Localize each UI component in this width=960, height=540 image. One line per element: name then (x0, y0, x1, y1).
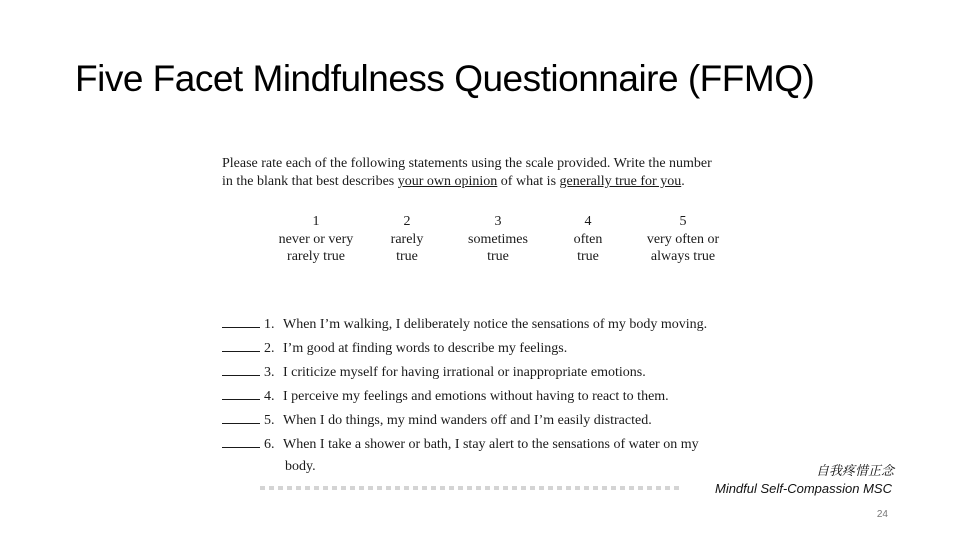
scale-label: often (573, 231, 603, 247)
underlined-phrase: generally true for you (559, 174, 682, 189)
answer-blank (222, 410, 260, 424)
scale-option-4 (533, 213, 643, 266)
page-number: 24 (876, 509, 888, 520)
scale-label: rarely true (287, 249, 345, 264)
answer-blank (222, 362, 260, 376)
scale-label: true (577, 249, 599, 264)
footer-english: Mindful Self-Compassion MSC (714, 481, 892, 496)
scale-label: true (487, 249, 509, 264)
answer-blank (222, 434, 260, 448)
item-text: I’m good at finding words to describe my feelings. (283, 341, 568, 356)
questionnaire-image (220, 150, 780, 490)
underlined-phrase: your own opinion (397, 174, 498, 189)
list-item (222, 314, 707, 338)
instructions-line-1: Please rate each of the following statements using the scale provided. Write the number (222, 156, 712, 171)
answer-blank (222, 338, 260, 352)
item-number: 3. (264, 365, 275, 380)
scale-number: 4 (584, 214, 592, 229)
scale-label: sometimes (468, 231, 528, 247)
item-text: I criticize myself for having irrational or inappropriate emotions. (283, 365, 646, 380)
scale-option-5 (628, 213, 738, 266)
scale-number: 5 (679, 214, 687, 229)
item-text: I perceive my feelings and emotions without having to react to them. (283, 389, 669, 404)
scale-label: always true (650, 249, 716, 264)
scale-number: 2 (403, 214, 411, 229)
scale-label: very often or (646, 231, 720, 247)
cropped-text-fragment (260, 486, 680, 490)
instructions (222, 155, 712, 191)
footer-chinese: 自我疼惜正念 (815, 464, 894, 479)
list-item (222, 338, 707, 362)
item-text: When I do things, my mind wanders off and I’m easily distracted. (283, 413, 652, 428)
slide-title: Five Facet Mindfulness Questionnaire (FFMQ) (75, 58, 815, 99)
rating-scale (220, 213, 780, 273)
item-list (222, 314, 707, 482)
answer-blank (222, 314, 260, 328)
list-item (222, 362, 707, 386)
scale-number: 3 (494, 214, 502, 229)
item-number: 5. (264, 413, 275, 428)
scale-label: never or very (278, 231, 354, 247)
answer-blank (222, 386, 260, 400)
scale-number: 1 (312, 214, 320, 229)
item-number: 2. (264, 341, 275, 356)
instructions-line-2 (222, 173, 712, 191)
item-continuation: body. (285, 459, 316, 474)
item-number: 1. (264, 317, 275, 332)
item-text: When I’m walking, I deliberately notice the sensations of my body moving. (283, 317, 708, 332)
instructions-text: . (681, 174, 685, 189)
item-text: When I take a shower or bath, I stay alert to the sensations of water on my (283, 437, 699, 452)
scale-label: true (396, 249, 418, 264)
item-number: 6. (264, 437, 275, 452)
list-item (222, 410, 707, 434)
instructions-text: in the blank that best describes (222, 174, 398, 189)
item-number: 4. (264, 389, 275, 404)
list-item (222, 434, 707, 458)
instructions-text: of what is (497, 174, 560, 189)
list-item (222, 386, 707, 410)
scale-label: rarely (390, 231, 424, 247)
